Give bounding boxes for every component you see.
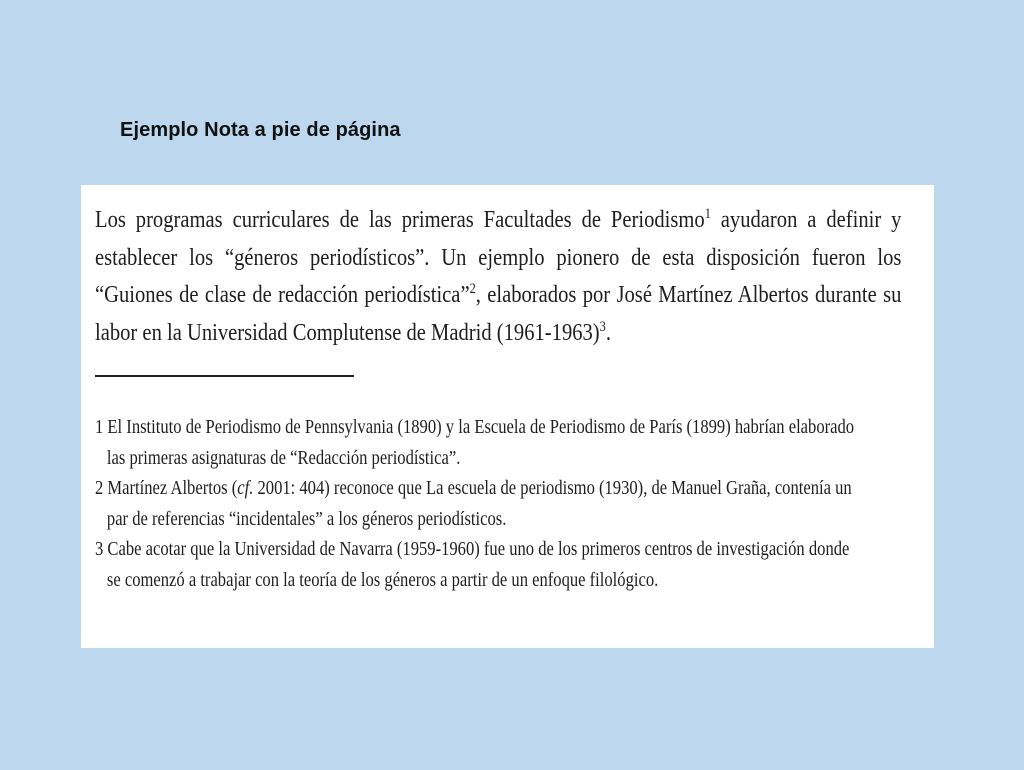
footnote-italic-cf: cf. (237, 478, 254, 499)
body-paragraph (95, 201, 902, 351)
paragraph-text: , elaborados por José Martínez Albertos durante su (475, 281, 902, 308)
footnotes (95, 413, 854, 596)
footnote-3-line-1: 3 Cabe acotar que la Universidad de Navarra (1959-1960) fue uno de los primeros centros de investigación donde (95, 539, 850, 560)
footnote-3-line-2: se comenzó a trabajar con la teoría de los géneros a partir de un enfoque filológico. (106, 569, 659, 591)
paragraph-text: ayudaron a definir y (710, 206, 902, 233)
footnote-1-line-1: 1 El Instituto de Periodismo de Pennsylvania (1890) y la Escuela de Periodismo de París (1899) habrían elaborado (95, 417, 855, 438)
paragraph-text: Los programas curriculares de las primeras Facultades de Periodismo (95, 206, 705, 233)
paragraph-text: “Guiones de clase de redacción periodística” (95, 281, 470, 308)
paragraph-line-1 (95, 201, 901, 239)
footnote-text: 2 Martínez Albertos ( (95, 478, 238, 499)
footnote-2-line-2: par de referencias “incidentales” a los géneros periodísticos. (106, 508, 507, 530)
footnote-separator (95, 375, 354, 377)
footnote-ref-3: 3 (599, 318, 606, 335)
footnote-ref-1: 1 (704, 206, 711, 223)
footnote-1-line-2: las primeras asignaturas de “Redacción periodística”. (106, 447, 461, 469)
document-excerpt (81, 185, 934, 648)
paragraph-line-3 (95, 276, 901, 314)
footnote-2-line-1 (95, 474, 854, 505)
footnote-text: 2001: 404) reconoce que La escuela de periodismo (1930), de Manuel Graña, contenía un (253, 478, 852, 499)
paragraph-line-2: establecer los “géneros periodísticos”. Un ejemplo pionero de esta disposición fueron los (95, 243, 902, 271)
paragraph-line-4 (95, 314, 772, 352)
footnote-ref-2: 2 (469, 281, 476, 298)
paragraph-text: . (605, 318, 611, 346)
paragraph-text: labor en la Universidad Complutense de Madrid (1961-1963) (95, 318, 600, 346)
slide-title: Ejemplo Nota a pie de página (120, 119, 401, 141)
